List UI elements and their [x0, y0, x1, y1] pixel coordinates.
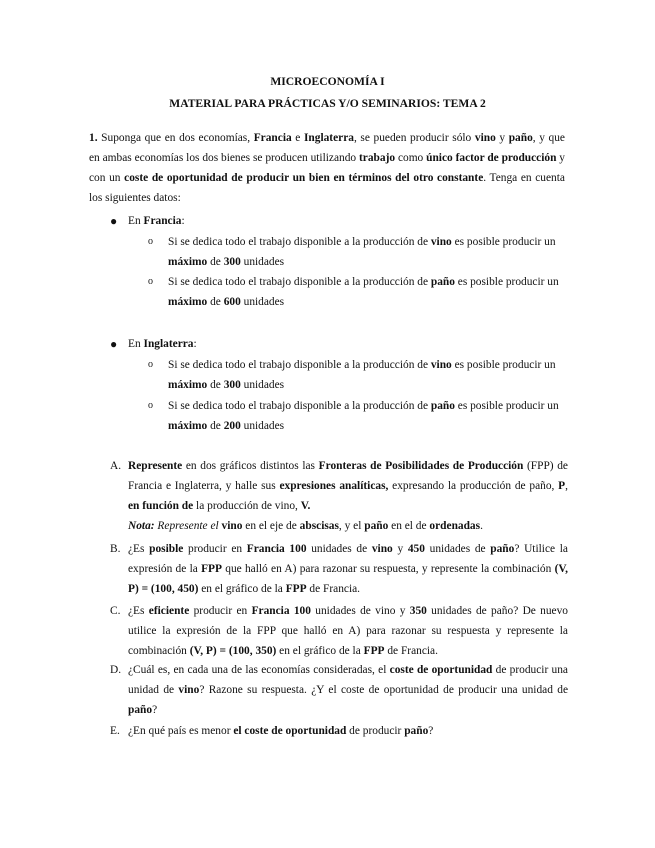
material-title: MATERIAL PARA PRÁCTICAS Y/O SEMINARIOS: TEMA 2 [169, 97, 486, 110]
course-title: MICROECONOMÍA I [270, 75, 385, 88]
circle-bullet-icon: o [148, 236, 153, 247]
bullet-dot-icon: ● [110, 337, 118, 351]
circle-bullet-icon: o [148, 276, 153, 287]
question-a-note: Nota: Represente el vino en el eje de abscisas, y el paño en el de ordenadas. [128, 520, 483, 532]
circle-bullet-icon: o [148, 400, 153, 411]
exercise-1-statement: 1. Suponga que en dos economías, Francia e Inglaterra, se pueden producir sólo vino y paño, y que en ambas economías los dos bienes se producen utilizando trabajo como único factor de producción y con un coste de oportunidad de producir un bien en términos del otro constante. Tenga en cuenta los siguientes datos: [89, 132, 565, 204]
exercise-number: 1. [89, 132, 98, 144]
bullet-dot-icon: ● [110, 214, 118, 228]
circle-bullet-icon: o [148, 359, 153, 370]
document-page: MICROECONOMÍA I MATERIAL PARA PRÁCTICAS Y/O SEMINARIOS: TEMA 2 1. Suponga que en dos economías, Francia e Inglaterra, se pueden producir sólo vino y paño, y que en ambas economías los dos bienes se producen utilizando trabajo como único factor de producción y con un coste de oportunidad de producir un bien en términos del otro constante. Tenga en cuenta los siguientes datos: ● En Francia: o Si se dedica todo el trabajo disponible a la producción de vino es posible producir un máximo de 300 unidades o Si se dedica todo el trabajo disponible a la producción de paño es posible producir un máximo de 600 unidades ● En Inglaterra: o Si se dedica todo el trabajo disponible a la producción de vino es posible producir un máximo de 300 unidades o Si se dedica todo el trabajo disponible a la producción de paño es posible producir un máximo de 200 unidades A. Represente en dos gráficos distintos las Fronteras de Posibilidades de Producción (FPP) de Francia e Inglaterra, y halle sus expresiones analíticas, expresando la producción de paño, P, en función de la producción de vino, V. Nota: Represente el vino en el eje de abscisas, y el paño en el de ordenadas. B. ¿Es posible producir en Francia 100 unidades de vino y 450 unidades de paño? Utilice la expresión de la FPP que halló en A) para razonar su respuesta, y represente la combinación (V, P) = (100, 450) en el gráfico de la FPP de Francia. C. ¿Es eficiente producir en Francia 100 unidades de vino y 350 unidades de paño? De nuevo utilice la expresión de la FPP que halló en A) para razonar su respuesta y represente la combinación (V, P) = (100, 350) en el gráfico de la FPP de Francia. D. ¿Cuál es, en cada una de las economías consideradas, el coste de oportunidad de producir una unidad de vino? Razone su respuesta. ¿Y el coste de oportunidad de producir una unidad de paño? E. ¿En qué país es menor el coste de oportunidad de producir paño? [0, 0, 655, 848]
